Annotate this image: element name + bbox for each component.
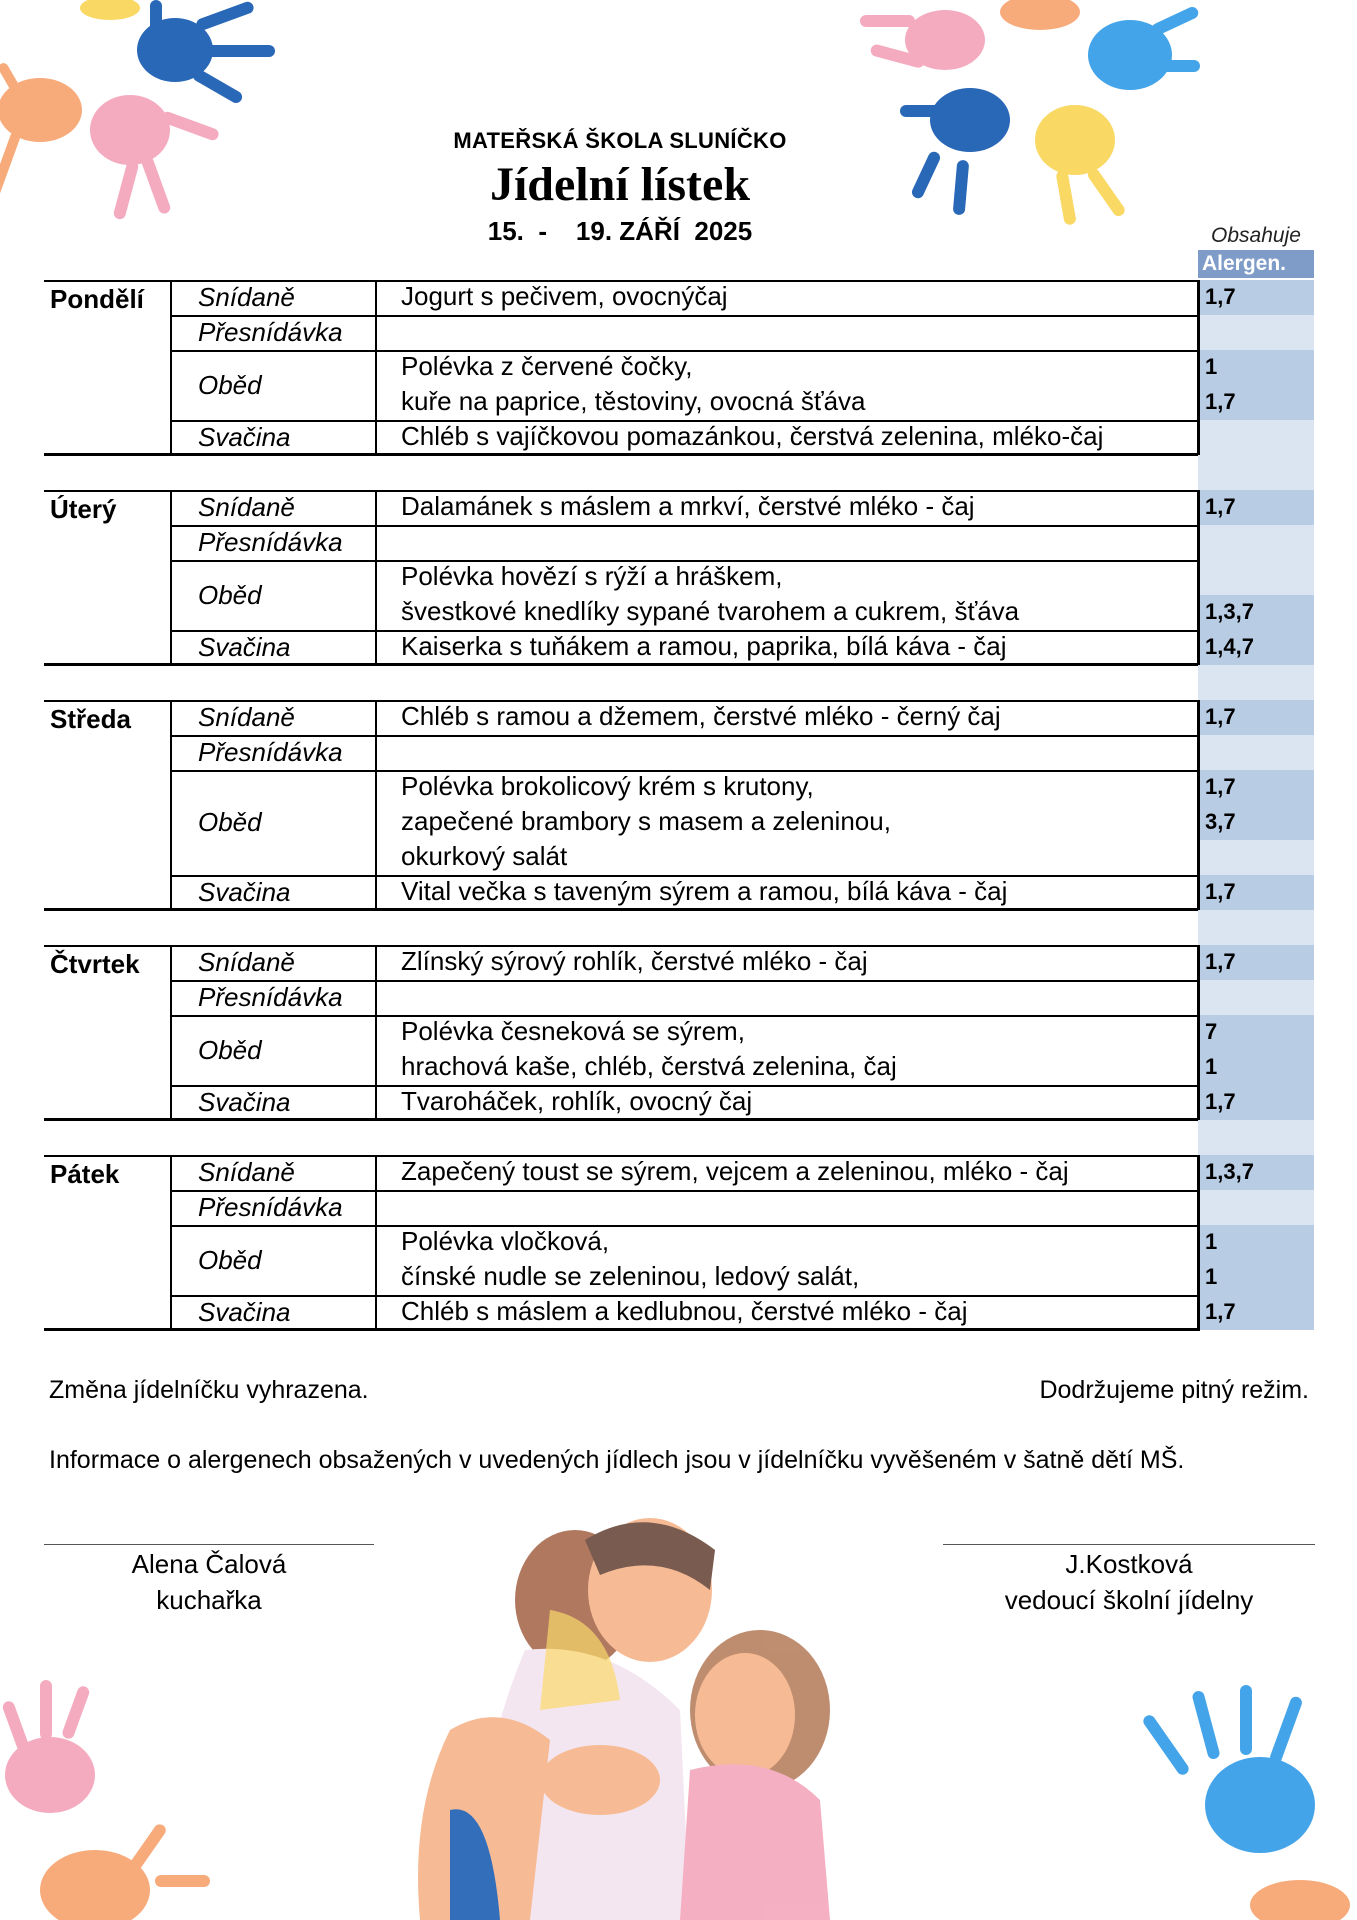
allergen-cell <box>1197 770 1314 875</box>
day-block <box>44 490 1314 665</box>
meal-label: Oběd <box>170 350 375 420</box>
allergen-value: 1,7 <box>1200 1295 1314 1330</box>
meal-food <box>375 1190 1197 1225</box>
food-line: Zlínský sýrový rohlík, čerstvé mléko - čaj <box>401 946 868 976</box>
allergen-column-header <box>1198 224 1314 278</box>
meal-food <box>375 875 1197 910</box>
meal-food <box>375 560 1197 630</box>
allergen-spacer-cell <box>1198 455 1314 490</box>
allergen-value: 1,7 <box>1200 1085 1314 1120</box>
allergen-cell <box>1197 1155 1314 1190</box>
allergen-value <box>1200 420 1314 455</box>
meal-label: Oběd <box>170 560 375 630</box>
day-name: Pátek <box>50 1159 120 1189</box>
meal-food <box>375 700 1197 735</box>
allergen-cell <box>1197 490 1314 525</box>
food-line: Chléb s vajíčkovou pomazánkou, čerstvá zelenina, mléko-čaj <box>401 421 1104 451</box>
signature-role: vedoucí školní jídelny <box>1004 1585 1254 1615</box>
allergen-cell <box>1197 630 1314 665</box>
allergen-cell <box>1197 945 1314 980</box>
meal-row <box>44 1085 1314 1120</box>
allergen-value <box>1200 980 1314 1015</box>
food-line: okurkový salát <box>401 841 568 871</box>
food-line: Polévka hovězí s rýží a hráškem, <box>401 561 783 591</box>
allergen-cell <box>1197 1225 1314 1295</box>
allergen-cell <box>1197 560 1314 630</box>
meal-row <box>44 315 1314 350</box>
meal-row <box>44 770 1314 875</box>
meal-food <box>375 280 1197 315</box>
food-line: čínské nudle se zeleninou, ledový salát, <box>401 1261 860 1291</box>
meal-label: Oběd <box>170 770 375 875</box>
meal-label: Snídaně <box>170 1155 375 1190</box>
allergen-header-top: Obsahuje <box>1211 224 1301 247</box>
day-name: Středa <box>50 704 131 734</box>
allergen-value <box>1200 735 1314 770</box>
day-gap <box>44 455 1314 490</box>
day-block <box>44 1155 1314 1330</box>
meal-label: Přesnídávka <box>170 980 375 1015</box>
day-block <box>44 945 1314 1120</box>
food-line <box>401 525 1197 560</box>
allergen-cell <box>1197 280 1314 315</box>
allergen-value: 1,7 <box>1200 945 1314 980</box>
meal-food <box>375 1155 1197 1190</box>
allergen-value: 1 <box>1200 350 1314 385</box>
food-line: hrachová kaše, chléb, čerstvá zelenina, čaj <box>401 1051 897 1081</box>
meal-food <box>375 315 1197 350</box>
allergen-value: 1,3,7 <box>1200 595 1314 630</box>
meal-label: Snídaně <box>170 945 375 980</box>
day-block <box>44 280 1314 455</box>
meal-food <box>375 350 1197 420</box>
meal-row <box>44 630 1314 665</box>
food-line <box>401 735 1197 770</box>
meal-row <box>44 1155 1314 1190</box>
day-name: Čtvrtek <box>50 949 140 979</box>
allergen-cell <box>1197 700 1314 735</box>
signature-role: kuchařka <box>156 1585 262 1615</box>
meal-food <box>375 420 1197 455</box>
meal-food <box>375 1225 1197 1295</box>
meal-label: Svačina <box>170 875 375 910</box>
document-header <box>0 128 1240 247</box>
allergen-value <box>1200 525 1314 560</box>
meal-food <box>375 525 1197 560</box>
meal-label: Snídaně <box>170 700 375 735</box>
food-line: Dalamánek s máslem a mrkví, čerstvé mléko - čaj <box>401 491 975 521</box>
food-line: Jogurt s pečivem, ovocnýčaj <box>401 281 728 311</box>
meal-row <box>44 875 1314 910</box>
allergen-cell <box>1197 1015 1314 1085</box>
allergen-cell <box>1197 350 1314 420</box>
allergen-value: 1,7 <box>1200 875 1314 910</box>
meal-row <box>44 420 1314 455</box>
allergen-cell <box>1197 735 1314 770</box>
food-line: Polévka brokolicový krém s krutony, <box>401 771 814 801</box>
date-range: 15. - 19. ZÁŘÍ 2025 <box>487 216 753 246</box>
food-line: Polévka z červené čočky, <box>401 351 693 381</box>
family-illustration <box>360 1480 880 1920</box>
allergen-value: 1,3,7 <box>1200 1155 1314 1190</box>
allergen-info-note: Informace o alergenech obsažených v uvedených jídlech jsou v jídelníčku vyvěšeném v šatně dětí MŠ. <box>49 1446 1185 1474</box>
meal-row <box>44 735 1314 770</box>
meal-food <box>375 1085 1197 1120</box>
meal-food <box>375 490 1197 525</box>
meal-row <box>44 560 1314 630</box>
meal-food <box>375 735 1197 770</box>
food-line: Zapečený toust se sýrem, vejcem a zeleninou, mléko - čaj <box>401 1156 1069 1186</box>
meal-label: Přesnídávka <box>170 735 375 770</box>
meal-row <box>44 980 1314 1015</box>
allergen-value: 1,7 <box>1200 385 1314 420</box>
allergen-value: 1,7 <box>1200 490 1314 525</box>
signature-name: Alena Čalová <box>131 1549 287 1579</box>
day-gap <box>44 910 1314 945</box>
allergen-value: 3,7 <box>1200 805 1314 840</box>
meal-label: Svačina <box>170 420 375 455</box>
allergen-value <box>1200 315 1314 350</box>
allergen-cell <box>1197 525 1314 560</box>
signature-name: J.Kostková <box>1065 1549 1193 1579</box>
meal-row <box>44 1190 1314 1225</box>
food-line: Chléb s máslem a kedlubnou, čerstvé mléko - čaj <box>401 1296 968 1326</box>
menu-table <box>44 280 1314 1330</box>
food-line: Tvaroháček, rohlík, ovocný čaj <box>401 1086 753 1116</box>
allergen-value: 1 <box>1200 1225 1314 1260</box>
allergen-cell <box>1197 1295 1314 1330</box>
signature-right <box>943 1546 1315 1618</box>
page-title: Jídelní lístek <box>489 158 751 211</box>
food-line: kuře na paprice, těstoviny, ovocná šťáva <box>401 386 866 416</box>
menu-change-note: Změna jídelníčku vyhrazena. <box>49 1376 369 1404</box>
meal-label: Oběd <box>170 1015 375 1085</box>
food-line: Polévka česneková se sýrem, <box>401 1016 745 1046</box>
food-line: Kaiserka s tuňákem a ramou, paprika, bílá káva - čaj <box>401 631 1007 661</box>
meal-row <box>44 350 1314 420</box>
allergen-spacer-cell <box>1198 1120 1314 1155</box>
allergen-spacer-cell <box>1198 665 1314 700</box>
allergen-value: 1 <box>1200 1260 1314 1295</box>
allergen-value <box>1200 840 1314 875</box>
allergen-header-label: Alergen. <box>1198 250 1314 278</box>
allergen-cell <box>1197 1190 1314 1225</box>
meal-row <box>44 700 1314 735</box>
meal-row <box>44 1225 1314 1295</box>
food-line <box>401 315 1197 350</box>
allergen-value: 1,7 <box>1200 280 1314 315</box>
meal-row <box>44 280 1314 315</box>
meal-row <box>44 525 1314 560</box>
meal-row <box>44 1295 1314 1330</box>
meal-row <box>44 1015 1314 1085</box>
meal-label: Svačina <box>170 1085 375 1120</box>
meal-row <box>44 945 1314 980</box>
handprints-bottom-left <box>0 1660 240 1920</box>
allergen-value: 1,4,7 <box>1200 630 1314 665</box>
allergen-value <box>1200 1190 1314 1225</box>
school-name: MATEŘSKÁ ŠKOLA SLUNÍČKO <box>453 128 787 153</box>
signature-line-left <box>44 1544 374 1545</box>
meal-label: Přesnídávka <box>170 315 375 350</box>
food-line: Vital večka s taveným sýrem a ramou, bílá káva - čaj <box>401 876 1008 906</box>
meal-label: Snídaně <box>170 280 375 315</box>
meal-label: Přesnídávka <box>170 525 375 560</box>
food-line <box>401 980 1197 1015</box>
allergen-value: 1,7 <box>1200 700 1314 735</box>
meal-food <box>375 980 1197 1015</box>
meal-food <box>375 1015 1197 1085</box>
allergen-cell <box>1197 980 1314 1015</box>
meal-food <box>375 1295 1197 1330</box>
allergen-value: 1,7 <box>1200 770 1314 805</box>
food-line: zapečené brambory s masem a zeleninou, <box>401 806 891 836</box>
allergen-cell <box>1197 420 1314 455</box>
meal-label: Svačina <box>170 630 375 665</box>
food-line: Chléb s ramou a džemem, čerstvé mléko - černý čaj <box>401 701 1001 731</box>
allergen-cell <box>1197 1085 1314 1120</box>
drinking-regime-note: Dodržujeme pitný režim. <box>1039 1376 1309 1404</box>
meal-food <box>375 945 1197 980</box>
signature-line-right <box>943 1544 1315 1545</box>
meal-food <box>375 630 1197 665</box>
food-line: Polévka vločková, <box>401 1226 610 1256</box>
day-gap <box>44 665 1314 700</box>
allergen-spacer-cell <box>1198 910 1314 945</box>
allergen-cell <box>1197 315 1314 350</box>
day-gap <box>44 1120 1314 1155</box>
day-block <box>44 700 1314 910</box>
allergen-value <box>1200 560 1314 595</box>
food-line: švestkové knedlíky sypané tvarohem a cukrem, šťáva <box>401 596 1020 626</box>
food-line <box>401 1190 1197 1225</box>
meal-label: Přesnídávka <box>170 1190 375 1225</box>
meal-row <box>44 490 1314 525</box>
handprints-bottom-right <box>1120 1670 1357 1920</box>
day-name: Pondělí <box>50 284 144 314</box>
allergen-cell <box>1197 875 1314 910</box>
meal-food <box>375 770 1197 875</box>
signature-left <box>44 1546 374 1618</box>
meal-label: Oběd <box>170 1225 375 1295</box>
allergen-value: 1 <box>1200 1050 1314 1085</box>
allergen-value: 7 <box>1200 1015 1314 1050</box>
meal-label: Svačina <box>170 1295 375 1330</box>
meal-label: Snídaně <box>170 490 375 525</box>
day-name: Úterý <box>50 494 117 524</box>
